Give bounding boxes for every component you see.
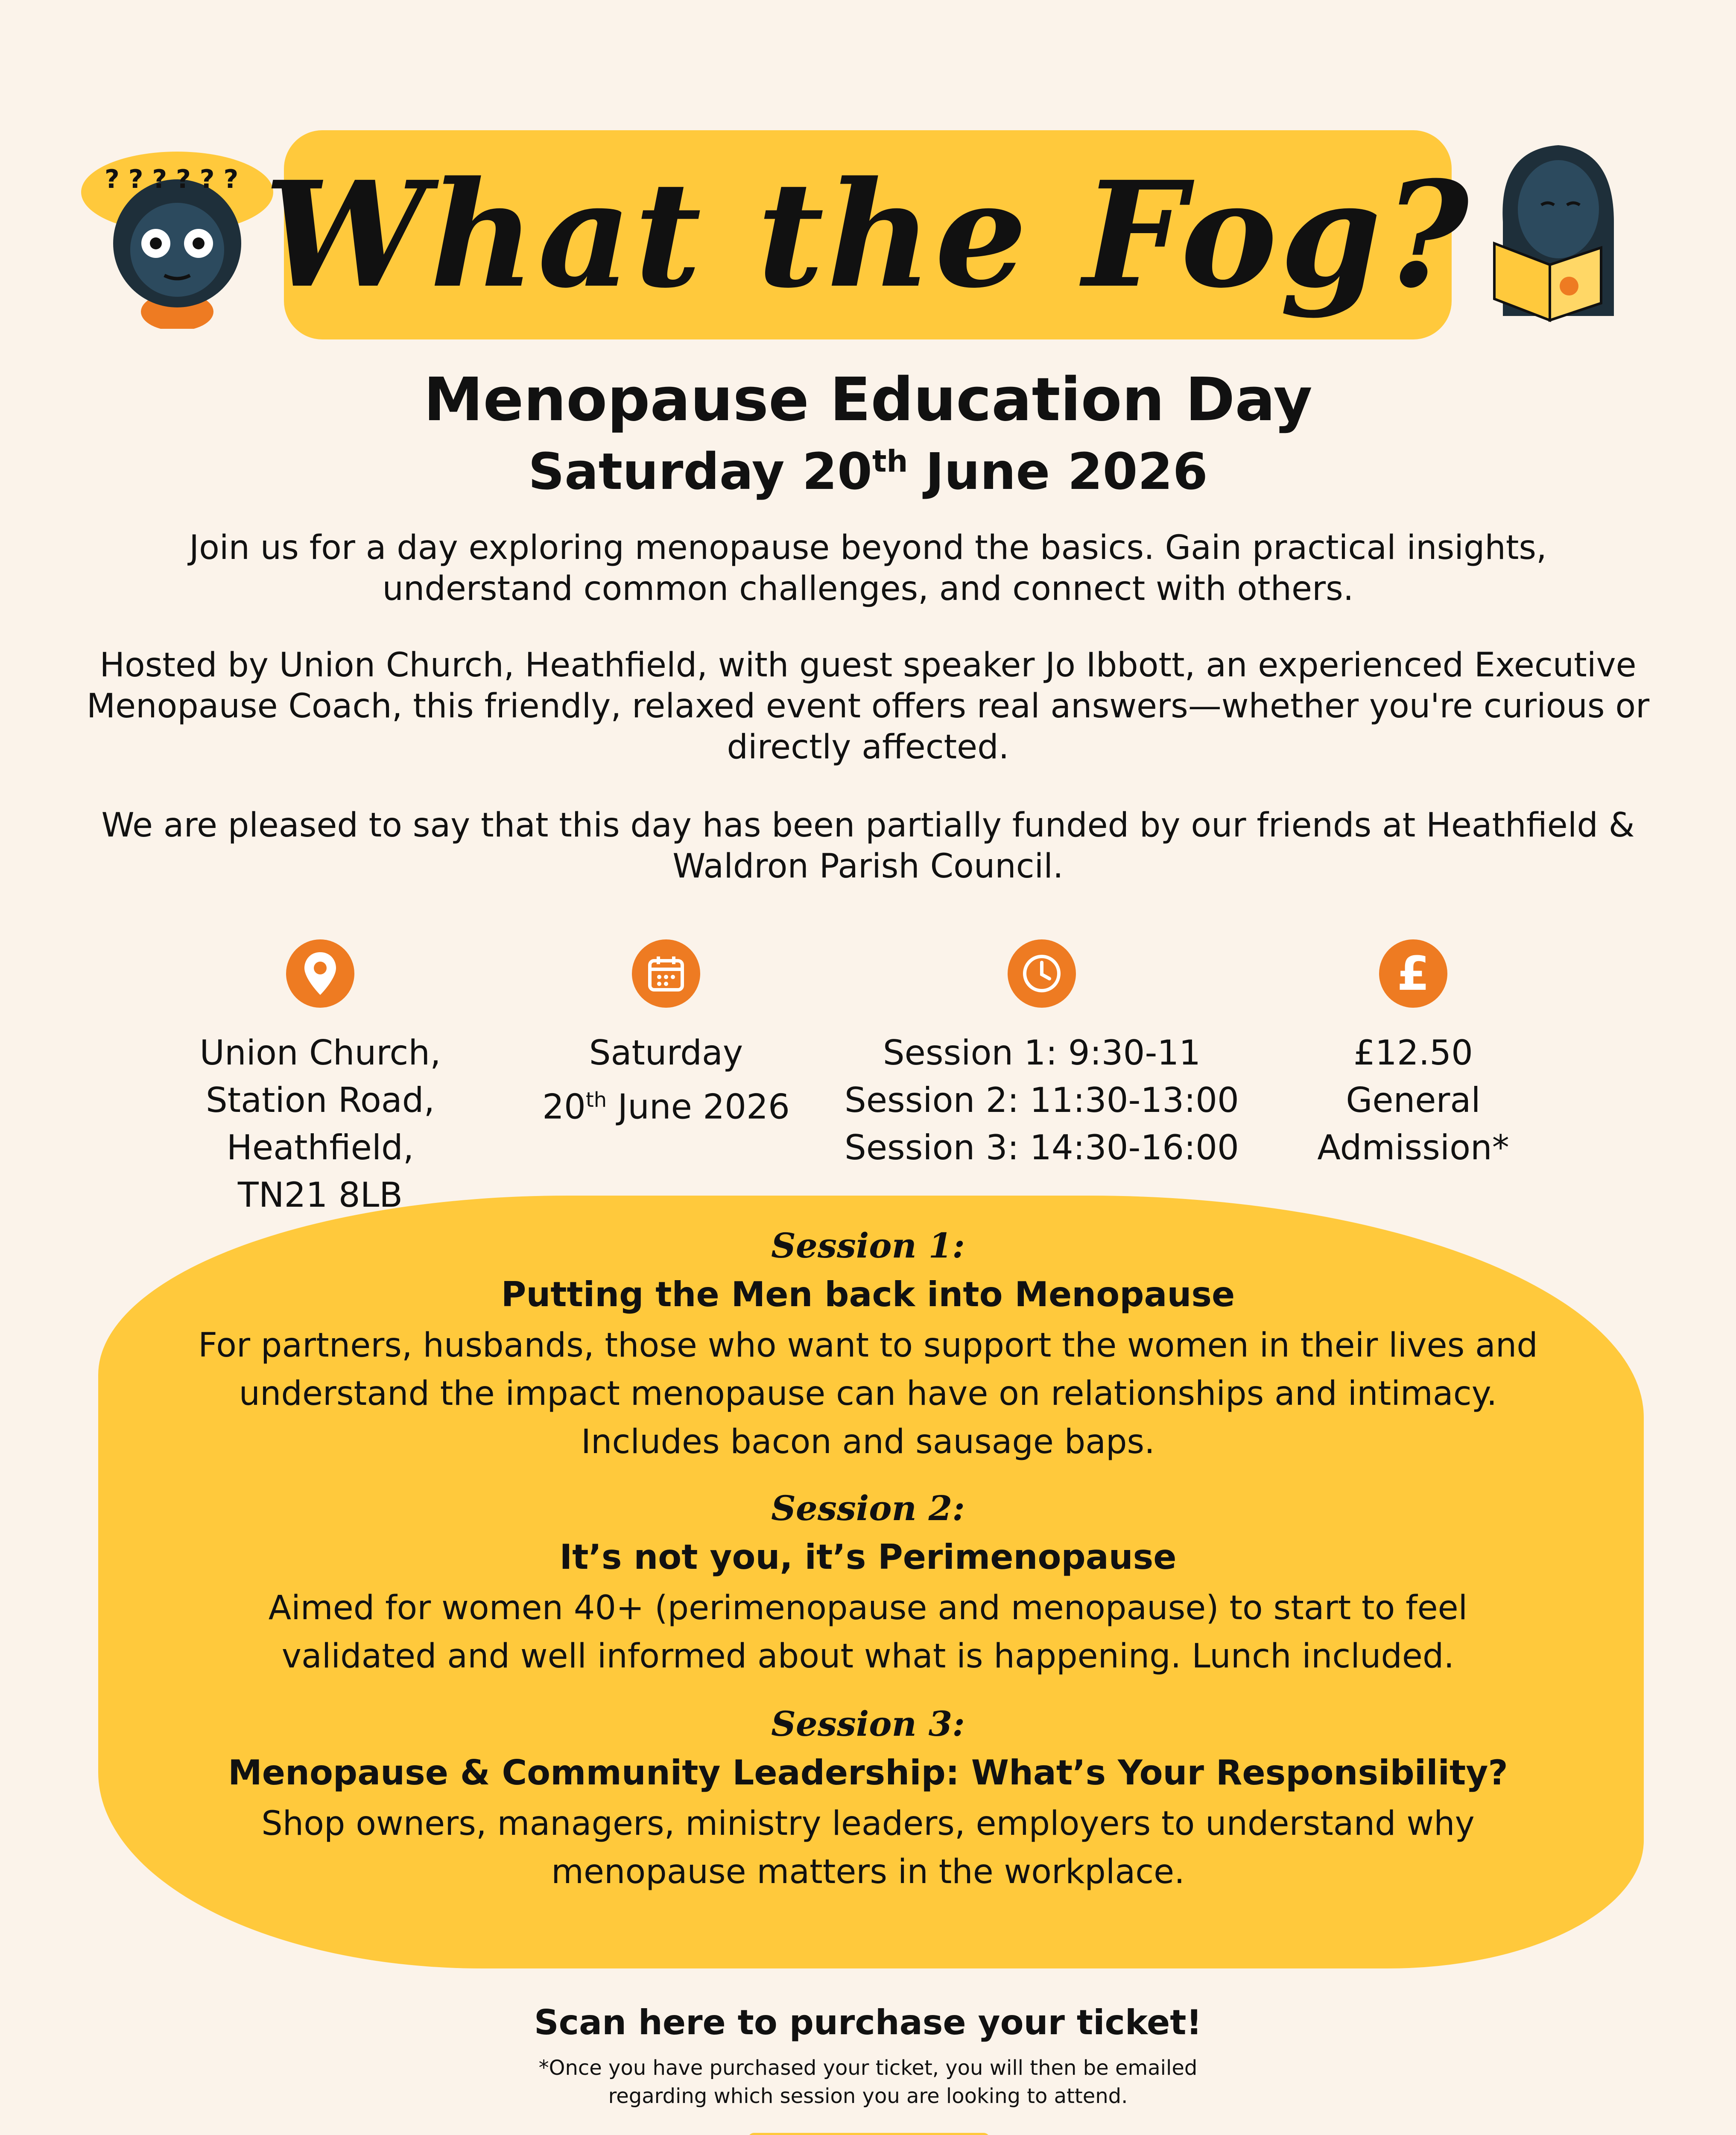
scan-heading: Scan here to purchase your ticket!: [534, 2003, 1202, 2042]
calendar-icon: [632, 939, 700, 1008]
session-2-desc-line: Aimed for women 40+ (perimenopause and menopause) to start to feel: [268, 1589, 1468, 1627]
ticket-note-line: regarding which session you are looking to attend.: [608, 2084, 1128, 2108]
pound-icon: [1379, 939, 1447, 1008]
session-3-label: Session 3:: [771, 1704, 965, 1744]
ticket-note-line: *Once you have purchased your ticket, you will then be emailed: [538, 2056, 1198, 2080]
session-1-description: [111, 1322, 1625, 1466]
funding-line: We are pleased to say that this day has been partially funded by our friends at Heathfield &: [101, 806, 1635, 845]
hosted-line: Menopause Coach, this friendly, relaxed event offers real answers—whether you're curious or: [86, 687, 1650, 725]
hosted-paragraph: [77, 645, 1659, 768]
session-3-title: Menopause & Community Leadership: What’s Your Responsibility?: [228, 1753, 1508, 1793]
location-line: Station Road,: [205, 1080, 435, 1120]
session-1-desc-line: For partners, husbands, those who want to support the women in their lives and: [198, 1326, 1538, 1365]
page-title: What the Fog?: [264, 149, 1472, 320]
clock-icon: [1008, 939, 1076, 1008]
date-day: 20: [542, 1087, 586, 1127]
time-line: Session 3: 14:30-16:00: [845, 1128, 1239, 1167]
event-date-rest: June 2026: [908, 442, 1208, 501]
time-line: Session 2: 11:30-13:00: [845, 1080, 1239, 1120]
svg-text:? ? ? ? ? ?: ? ? ? ? ? ?: [105, 164, 239, 194]
funding-line: Waldron Parish Council.: [672, 847, 1064, 886]
location-line: Union Church,: [199, 1033, 441, 1073]
event-subtitle: Menopause Education Day: [424, 365, 1312, 435]
session-2-desc-line: validated and well informed about what is happening. Lunch included.: [281, 1637, 1455, 1676]
session-2-title: It’s not you, it’s Perimenopause: [559, 1537, 1177, 1577]
price-line: Admission*: [1317, 1128, 1509, 1167]
date-line: Saturday: [589, 1033, 743, 1073]
price-line: £12.50: [1353, 1033, 1473, 1073]
date-day-suffix: th: [585, 1088, 607, 1112]
location-line: TN21 8LB: [237, 1175, 403, 1215]
session-1-title: Putting the Men back into Menopause: [501, 1275, 1235, 1314]
ticket-qr-code[interactable]: [748, 2133, 990, 2135]
date-month-year: June 2026: [607, 1087, 790, 1127]
intro-paragraph: [77, 527, 1659, 609]
info-location: [171, 939, 470, 1219]
hosted-line: directly affected.: [727, 728, 1009, 766]
session-1-label: Session 1:: [771, 1225, 965, 1266]
info-time: [837, 939, 1247, 1171]
intro-line: understand common challenges, and connect with others.: [382, 570, 1354, 608]
session-3-description: [111, 1800, 1625, 1896]
intro-line: Join us for a day exploring menopause beyond the basics. Gain practical insights,: [189, 529, 1547, 567]
event-date-suffix: th: [872, 444, 908, 479]
hosted-line: Hosted by Union Church, Heathfield, with guest speaker Jo Ibbott, an experienced Executive: [99, 646, 1637, 684]
event-date-heading: [0, 442, 1736, 501]
pound-symbol: £: [1397, 946, 1430, 1001]
title-banner: [264, 130, 1472, 339]
price-line: General: [1346, 1080, 1481, 1120]
date-line: [495, 1076, 837, 1131]
session-2-description: [111, 1584, 1625, 1681]
location-line: Heathfield,: [226, 1128, 414, 1167]
arrow-icon: [1016, 2131, 1127, 2135]
time-line: Session 1: 9:30-11: [883, 1033, 1201, 1073]
location-pin-icon: [286, 939, 354, 1008]
info-date: [495, 939, 837, 1131]
funding-paragraph: [77, 805, 1659, 887]
session-1-desc-line: understand the impact menopause can have on relationships and intimacy.: [239, 1375, 1497, 1413]
session-2-label: Session 2:: [771, 1488, 965, 1528]
confused-woman-illustration: [79, 128, 275, 329]
event-date-prefix: Saturday 20: [528, 442, 873, 501]
session-3-desc-line: Shop owners, managers, ministry leaders, employers to understand why: [261, 1805, 1475, 1843]
info-price: [1264, 939, 1563, 1171]
session-1-desc-line: Includes bacon and sausage baps.: [581, 1423, 1155, 1461]
ticket-note: [0, 2054, 1736, 2110]
reading-woman-illustration: [1486, 137, 1627, 325]
session-3-desc-line: menopause matters in the workplace.: [551, 1853, 1185, 1891]
